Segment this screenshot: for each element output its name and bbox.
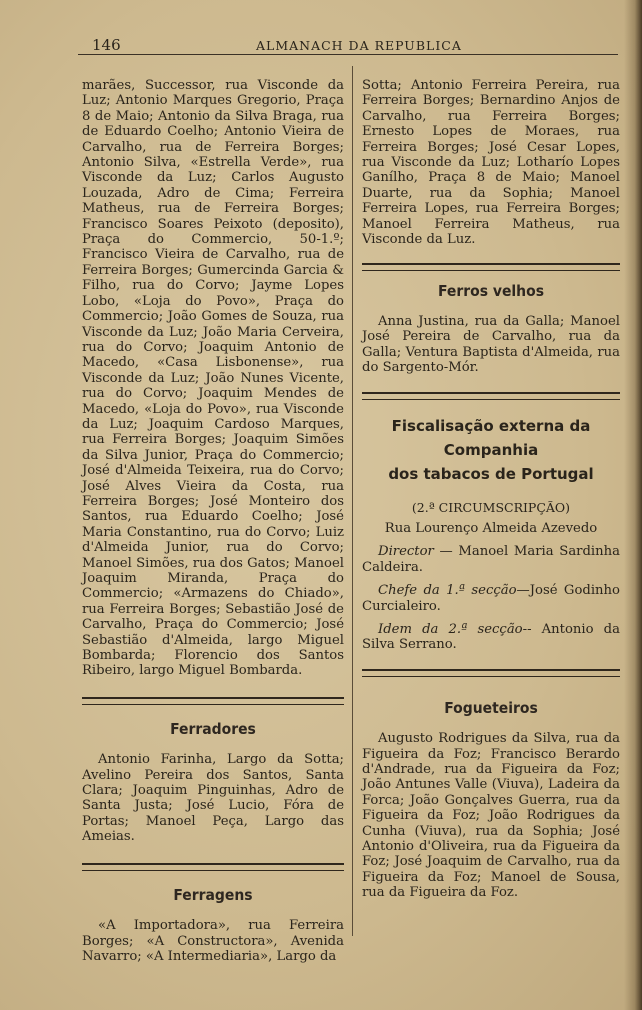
staff-role: Director	[378, 544, 434, 560]
staff-entry	[362, 583, 620, 614]
staff-role: Idem da 2.ª secção	[378, 621, 523, 637]
paragraph: «A Importadora», rua Ferreira Borges; «A Constructora», Avenida Navarro; «A Intermediaria», Largo da	[82, 918, 344, 964]
staff-entry	[362, 544, 620, 575]
staff-entry	[362, 622, 620, 653]
section-rule	[362, 392, 620, 400]
section-heading: dos tabacos de Portugal	[388, 464, 594, 483]
staff-name: — Manoel Maria Sardinha Caldeira.	[362, 544, 620, 575]
staff-name: -- Antonio da Silva Serrano.	[362, 621, 620, 653]
page-number: 146	[92, 36, 121, 54]
address: Rua Lourenço Almeida Azevedo	[384, 520, 598, 536]
section-rule	[362, 669, 620, 677]
paragraph: Antonio Farinha, Largo da Sotta; Avelino Pereira dos Santos, Santa Clara; Joaquim Pinguinhas, Adro de Santa Justa; José Lucio, Fóra de Portas; Manoel Peça, Largo das Ameias.	[82, 752, 344, 845]
left-column	[82, 78, 344, 964]
section-rule	[362, 263, 620, 271]
paragraph: Anna Justina, rua da Galla; Manoel José Pereira de Carvalho, rua da Galla; Ventura Baptista d'Almeida, rua do Sargento-Mór.	[362, 313, 620, 376]
section-rule	[82, 697, 344, 705]
paragraph: marães, Successor, rua Visconde da Luz; Antonio Marques Gregorio, Praça 8 de Maio; Antonio da Silva Braga, rua de Eduardo Coelho; Antonio Vieira de Carvalho, rua de Ferreira Borges; Antonio Silva, «Estrella Verde», rua Visconde da Luz; Carlos Augusto Louzada, Adro de Cima; Ferreira Matheus, rua de Ferreira Borges; Francisco Soares Peixoto (deposito), Praça do Commercio, 50-1.º; Francisco Vieira de Carvalho, rua de Ferreira Borges; Gumercinda Garcia & Filho, rua do Corvo; Jayme Lopes Lobo, «Loja do Povo», Praça do Commercio; João Gomes de Souza, rua Visconde da Luz; João Maria Cerveira, rua do Corvo; Joaquim Antonio de Macedo, «Casa Lisbonense», rua Visconde da Luz; João Nunes Vicente, rua do Corvo; Joaquim Mendes de Macedo, «Loja do Povo», rua Visconde da Luz; Joaquim Cardoso Marques, rua Ferreira Borges; Joaquim Simões da Silva Junior, Praça do Commercio; José d'Almeida Teixeira, rua do Corvo; José Alves Vieira da Costa, rua Ferreira Borges; José Monteiro dos Santos, rua Eduardo Coelho; José Maria Constantino, rua do Corvo; Luiz d'Almeida Junior, rua do Corvo; Manoel Simões, rua dos Gatos; Manoel Joaquim Miranda, Praça do Commercio; «Armazens do Chiado», rua Ferreira Borges; Sebastião José de Carvalho, Praça do Commercio; José Sebastião d'Almeida, largo Miguel Bombarda; Florencio dos Santos Ribeiro, largo Miguel Bombarda.	[82, 78, 344, 679]
section-heading: Fogueteiros	[444, 698, 538, 717]
section-heading: Fiscalisação externa da Companhia	[391, 416, 591, 459]
section-heading: Ferradores	[170, 719, 256, 738]
circumscription: (2.ª CIRCUMSCRIPÇÃO)	[411, 499, 571, 515]
paragraph: Sotta; Antonio Ferreira Pereira, rua Ferreira Borges; Bernardino Anjos de Carvalho, rua Ferreira Borges; Ernesto Lopes de Moraes, rua Ferreira Borges; José Cesar Lopes, rua Visconde da Luz; Lotharío Lopes Ganílho, Praça 8 de Maio; Manoel Duarte, rua da Sophia; Manoel Ferreira Lopes, rua Ferreira Borges; Manoel Ferreira Matheus, rua Visconde da Luz.	[362, 78, 620, 248]
paragraph: Augusto Rodrigues da Silva, rua da Figueira da Foz; Francisco Berardo d'Andrade, rua da Figueira da Foz; João Antunes Valle (Viuva), Ladeira da Forca; João Gonçalves Guerra, rua da Figueira da Foz; João Rodrigues da Cunha (Viuva), rua da Sophia; José Antonio d'Oliveira, rua da Figueira da Foz; José Joaquim de Carvalho, rua da Figueira da Foz; Manoel de Sousa, rua da Figueira da Foz.	[362, 731, 620, 901]
header-rule	[78, 54, 618, 55]
page-edge	[624, 0, 642, 1010]
right-column	[362, 78, 620, 901]
column-divider	[352, 66, 353, 936]
section-heading: Ferragens	[173, 885, 253, 904]
staff-name: —José Godinho Curcialeiro.	[362, 583, 620, 614]
section-heading: Ferros velhos	[438, 282, 544, 301]
staff-role: Chefe da 1.ª secção	[378, 583, 517, 599]
section-rule	[82, 863, 344, 871]
running-title: ALMANACH DA REPUBLICA	[256, 38, 462, 53]
running-header	[78, 34, 618, 56]
